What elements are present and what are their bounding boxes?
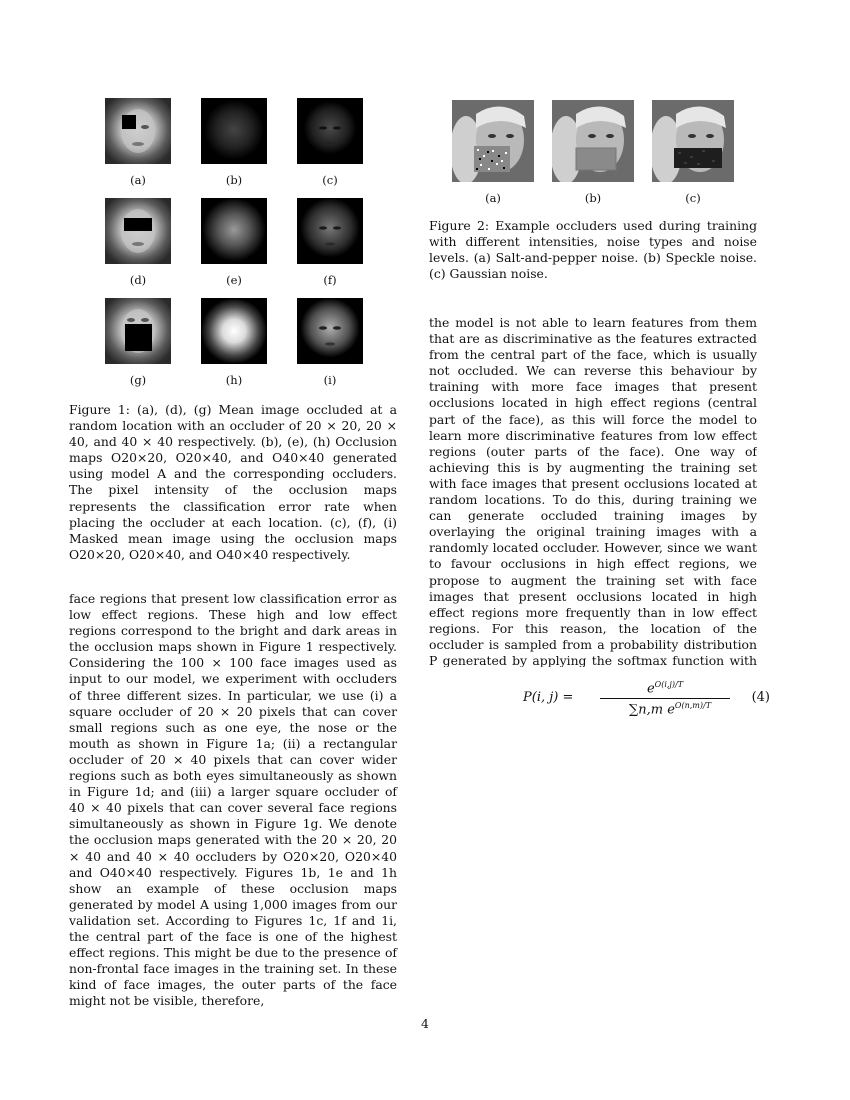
figure2-image-a xyxy=(452,100,534,182)
page-number: 4 xyxy=(421,1016,429,1031)
right-column-text: the model is not able to learn features from them that are as discriminative as the features extracted from the central part of the face, which is usually not occluded. We can reverse this behaviour by training with more face images that present occlusions located in high effect regions (central part of the face), as this will force the model to learn more discriminative features from low effect regions (outer parts of the face). One way of achieving this is by augmenting the training set with face images that present occlusions located at random locations. To do this, during training we can generate occluded training images by overlaying the original training images with a randomly located occluder. However, since we want to favour occlusions in high effect regions, we propose to augment the training set with face images that present occlusions located in high effect regions more frequently than in low effect regions. For this reason, the location of the occluder is sampled from a probability distribution P generated by applying the softmax function with xyxy=(429,315,757,667)
figure1-caption-text: Figure 1: (a), (d), (g) Mean image occluded at a random location with an occluder of 20 × 20, 20 × 40, and 40 × 40 respectively. (b), (e), (h) Occlusion maps O20×20, O20×40, and O40×40 generated using model A and the corresponding occluders. The pixel intensity of the occlusion maps represents the classification error rate when placing the occluder at each location. (c), (f), (i) Masked mean image using the occlusion maps O20×20, O20×40, and O40×40 respectively. xyxy=(69,402,397,562)
figure1-sublabel-c: (c) xyxy=(322,173,338,187)
figure1-image-d xyxy=(105,198,171,264)
equation-4 xyxy=(505,680,770,720)
figure2-image-c xyxy=(652,100,734,182)
equation-denominator-sum: ∑n,m xyxy=(628,702,664,718)
figure1-image-f xyxy=(297,198,363,264)
left-column-text: face regions that present low classification error as low effect regions. These high and low effect regions correspond to the bright and dark areas in the occlusion maps shown in Figure 1 respectively. Considering the 100 × 100 face images used as input to our model, we experiment with occluders of three different sizes. In particular, we use (i) a square occluder of 20 × 20 pixels that can cover small regions such as one eye, the nose or the mouth as shown in Figure 1a; (ii) a rectangular occluder of 20 × 40 pixels that can cover wider regions such as both eyes simultaneously as shown in Figure 1d; and (iii) a larger square occluder of 40 × 40 pixels that can cover several face regions simultaneously as shown in Figure 1g. We denote the occlusion maps generated with the 20 × 20, 20 × 40 and 40 × 40 occluders by O20×20, O20×40 and O40×40 respectively. Figures 1b, 1e and 1h show an example of these occlusion maps generated by model A using 1,000 images from our validation set. According to Figures 1c, 1f and 1i, the central part of the face is one of the highest effect regions. This might be due to the presence of non-frontal face images in the training set. In these kind of face images, the outer parts of the face might not be visible, therefore, xyxy=(69,591,397,1009)
figure1-sublabel-b: (b) xyxy=(225,173,243,187)
figure2-sublabel-a: (a) xyxy=(485,191,501,205)
figure1-image-h xyxy=(201,298,267,364)
figure1-sublabel-e: (e) xyxy=(226,273,242,287)
figure1-image-i xyxy=(297,298,363,364)
figure1-sublabel-g: (g) xyxy=(129,373,147,387)
right-column-body-top xyxy=(429,315,757,667)
figure1-sublabel-a: (a) xyxy=(130,173,146,187)
figure1-sublabel-f: (f) xyxy=(323,273,337,287)
figure1-caption xyxy=(69,402,397,563)
figure2-caption xyxy=(429,218,757,282)
figure2-caption-text: Figure 2: Example occluders used during training with different intensities, noise types and noise levels. (a) Salt-and-pepper noise. (b) Speckle noise. (c) Gaussian noise. xyxy=(429,218,757,282)
figure2-sublabel-c: (c) xyxy=(685,191,701,205)
figure1-image-c xyxy=(297,98,363,164)
equation-denominator-exponent: O(n,m)/T xyxy=(674,701,712,710)
equation-denominator-e: e xyxy=(667,702,675,718)
figure1-image-a xyxy=(105,98,171,164)
left-column-body xyxy=(69,591,397,1009)
figure1-sublabel-i: (i) xyxy=(323,373,337,387)
figure1-image-g xyxy=(105,298,171,364)
figure1-image-b xyxy=(201,98,267,164)
figure1-image-e xyxy=(201,198,267,264)
equation-lhs: P(i, j) = xyxy=(523,690,574,705)
figure2-sublabel-b: (b) xyxy=(584,191,602,205)
equation-numerator-e: e xyxy=(646,681,655,697)
figure2-image-b xyxy=(552,100,634,182)
equation-number: (4) xyxy=(751,690,770,705)
figure1-sublabel-d: (d) xyxy=(129,273,147,287)
figure1-sublabel-h: (h) xyxy=(225,373,243,387)
equation-numerator-exponent: O(i,j)/T xyxy=(654,680,684,689)
